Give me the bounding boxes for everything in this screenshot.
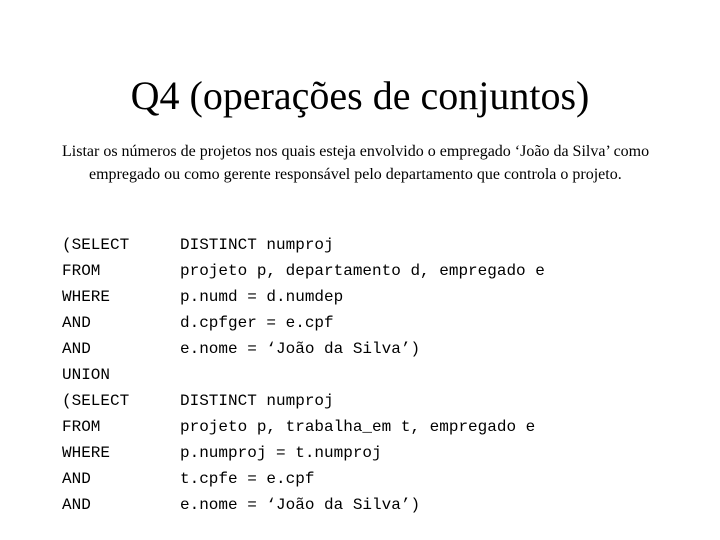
sql-argument: t.cpfe = e.cpf: [180, 470, 315, 488]
sql-line: [62, 336, 545, 362]
sql-argument: projeto p, trabalha_em t, empregado e: [180, 418, 536, 436]
sql-argument: DISTINCT numproj: [180, 236, 334, 254]
sql-query: [62, 232, 545, 518]
sql-line: [62, 284, 545, 310]
sql-line: [62, 440, 545, 466]
sql-line: [62, 414, 545, 440]
sql-argument: p.numproj = t.numproj: [180, 444, 382, 462]
sql-argument: projeto p, departamento d, empregado e: [180, 262, 545, 280]
sql-keyword: FROM: [62, 418, 101, 436]
sql-keyword: WHERE: [62, 288, 111, 306]
sql-line: [62, 388, 545, 414]
sql-keyword: AND: [62, 340, 91, 358]
sql-argument: e.nome = ‘João da Silva’): [180, 340, 421, 358]
sql-keyword: (SELECT: [62, 392, 130, 410]
sql-keyword: UNION: [62, 366, 111, 384]
sql-argument: DISTINCT numproj: [180, 392, 334, 410]
sql-keyword: AND: [62, 470, 91, 488]
sql-argument: e.nome = ‘João da Silva’): [180, 496, 421, 514]
slide-title: Q4 (operações de conjuntos): [130, 73, 590, 118]
question-text: Listar os números de projetos nos quais esteja envolvido o empregado ‘João da Silva’ como empregado ou como gerente responsável pelo departamento que controla o projeto.: [62, 143, 650, 183]
sql-line: [62, 466, 545, 492]
sql-keyword: FROM: [62, 262, 101, 280]
sql-line: [62, 492, 545, 518]
sql-keyword: AND: [62, 496, 91, 514]
sql-line: [62, 310, 545, 336]
sql-keyword: AND: [62, 314, 91, 332]
sql-argument: d.cpfger = e.cpf: [180, 314, 334, 332]
sql-line: [62, 362, 545, 388]
sql-keyword: (SELECT: [62, 236, 130, 254]
sql-keyword: WHERE: [62, 444, 111, 462]
sql-line: [62, 258, 545, 284]
sql-line: [62, 232, 545, 258]
sql-argument: p.numd = d.numdep: [180, 288, 344, 306]
